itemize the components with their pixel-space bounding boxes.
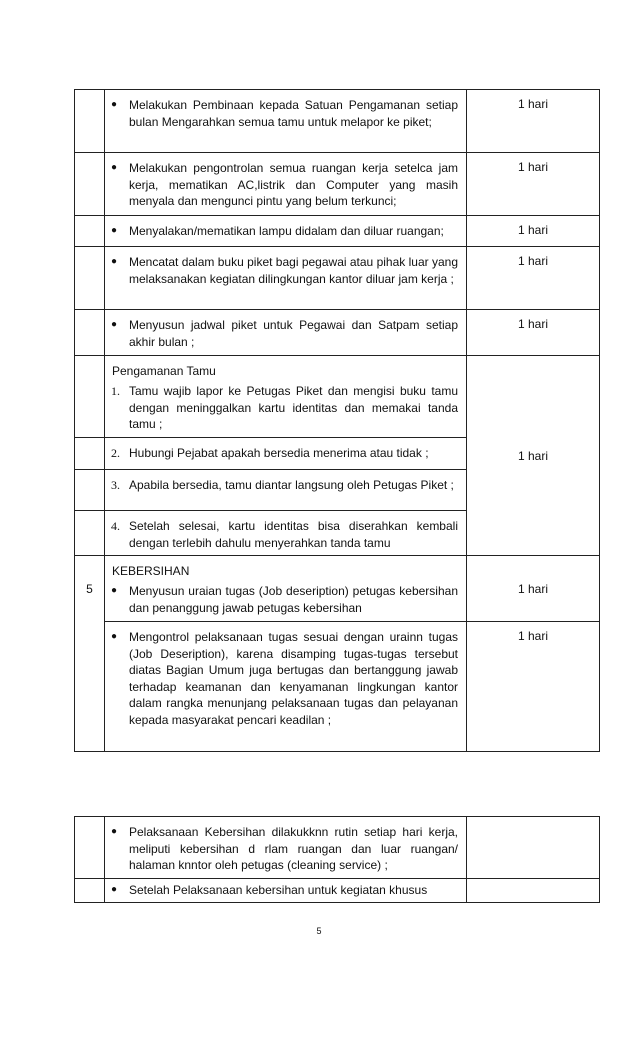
- task-table-continued: [74, 816, 600, 903]
- duration-cell: 1 hari: [467, 556, 600, 622]
- item-number: 3.: [111, 478, 120, 492]
- duration-cell: 1 hari: [467, 356, 600, 556]
- page-number: 5: [316, 926, 322, 936]
- task-text: Menyusun jadwal piket untuk Pegawai dan Satpam setiap akhir bulan ;: [129, 318, 458, 349]
- table-row: [75, 216, 600, 247]
- item-number: 2.: [111, 446, 120, 460]
- bullet-icon: ●: [111, 162, 118, 173]
- section-number: 5: [75, 556, 105, 622]
- duration-cell: 1 hari: [467, 247, 600, 310]
- table-row: [75, 90, 600, 153]
- task-text: Melakukan Pembinaan kepada Satuan Pengamanan setiap bulan Mengarahkan semua tamu untuk melapor ke piket;: [129, 98, 458, 129]
- task-text: Melakukan pengontrolan semua ruangan kerja setelca jam kerja, mematikan AC,listrik dan Computer yang masih menyala dan mengunci pintu yang belum terkunci;: [129, 161, 458, 208]
- section-heading: Pengamanan Tamu: [112, 364, 216, 378]
- table-row: [75, 556, 600, 622]
- task-text: Hubungi Pejabat apakah bersedia menerima atau tidak ;: [129, 446, 429, 460]
- bullet-icon: ●: [111, 99, 118, 110]
- duration-cell: 1 hari: [467, 216, 600, 247]
- duration-cell: 1 hari: [467, 153, 600, 216]
- task-text: Setelah selesai, kartu identitas bisa diserahkan kembali dengan terlebih dahulu menyerahkan tanda tamu: [129, 519, 458, 550]
- bullet-icon: ●: [111, 256, 118, 267]
- table-row: [75, 153, 600, 216]
- section-heading: KEBERSIHAN: [112, 564, 190, 578]
- bullet-icon: ●: [111, 883, 118, 895]
- table-row: [75, 817, 600, 879]
- task-text: Tamu wajib lapor ke Petugas Piket dan mengisi buku tamu dengan meninggalkan kartu identitas dan memakai tanda tamu ;: [129, 384, 458, 431]
- bullet-icon: ●: [111, 319, 118, 330]
- task-text: Mencatat dalam buku piket bagi pegawai atau pihak luar yang melaksanakan kegiatan dilingkungan kantor diluar jam kerja ;: [129, 255, 458, 286]
- bullet-icon: ●: [111, 225, 118, 236]
- task-table-main: [74, 89, 600, 752]
- task-text: Pelaksanaan Kebersihan dilakukknn rutin setiap hari kerja, meliputi kebersihan d rlam ruangan dan luar ruangan/ halaman knntor oleh petugas (cleaning service) ;: [129, 825, 458, 872]
- duration-cell: 1 hari: [467, 622, 600, 752]
- table-row: [75, 878, 600, 903]
- item-number: 1.: [111, 384, 120, 398]
- bullet-icon: ●: [111, 826, 118, 837]
- bullet-icon: ●: [111, 585, 118, 596]
- duration-cell: 1 hari: [467, 310, 600, 356]
- task-text: Apabila bersedia, tamu diantar langsung oleh Petugas Piket ;: [129, 478, 454, 492]
- table-row: [75, 356, 600, 438]
- duration-cell: 1 hari: [467, 90, 600, 153]
- task-text: Setelah Pelaksanaan kebersihan untuk kegiatan khusus: [129, 882, 428, 897]
- task-text: Menyusun uraian tugas (Job deseription) petugas kebersihan dan penanggung jawab petugas kebersihan: [129, 584, 458, 615]
- bullet-icon: ●: [111, 631, 118, 642]
- table-row: [75, 622, 600, 752]
- item-number: 4.: [111, 519, 120, 533]
- task-text: Menyalakan/mematikan lampu didalam dan diluar ruangan;: [129, 224, 444, 238]
- table-row: [75, 247, 600, 310]
- table-row: [75, 310, 600, 356]
- task-text: Mengontrol pelaksanaan tugas sesuai dengan urainn tugas (Job Deseription), karena disamping tugas-tugas tersebut diatas Bagian Umum juga bertugas dan bertanggung jawab terhadap keamanan dan kenyamanan lingkungan kantor dalam rangka menunjang pelaksanaan tugas dan pelayanan kepada masyarakat pencari keadilan ;: [129, 630, 458, 727]
